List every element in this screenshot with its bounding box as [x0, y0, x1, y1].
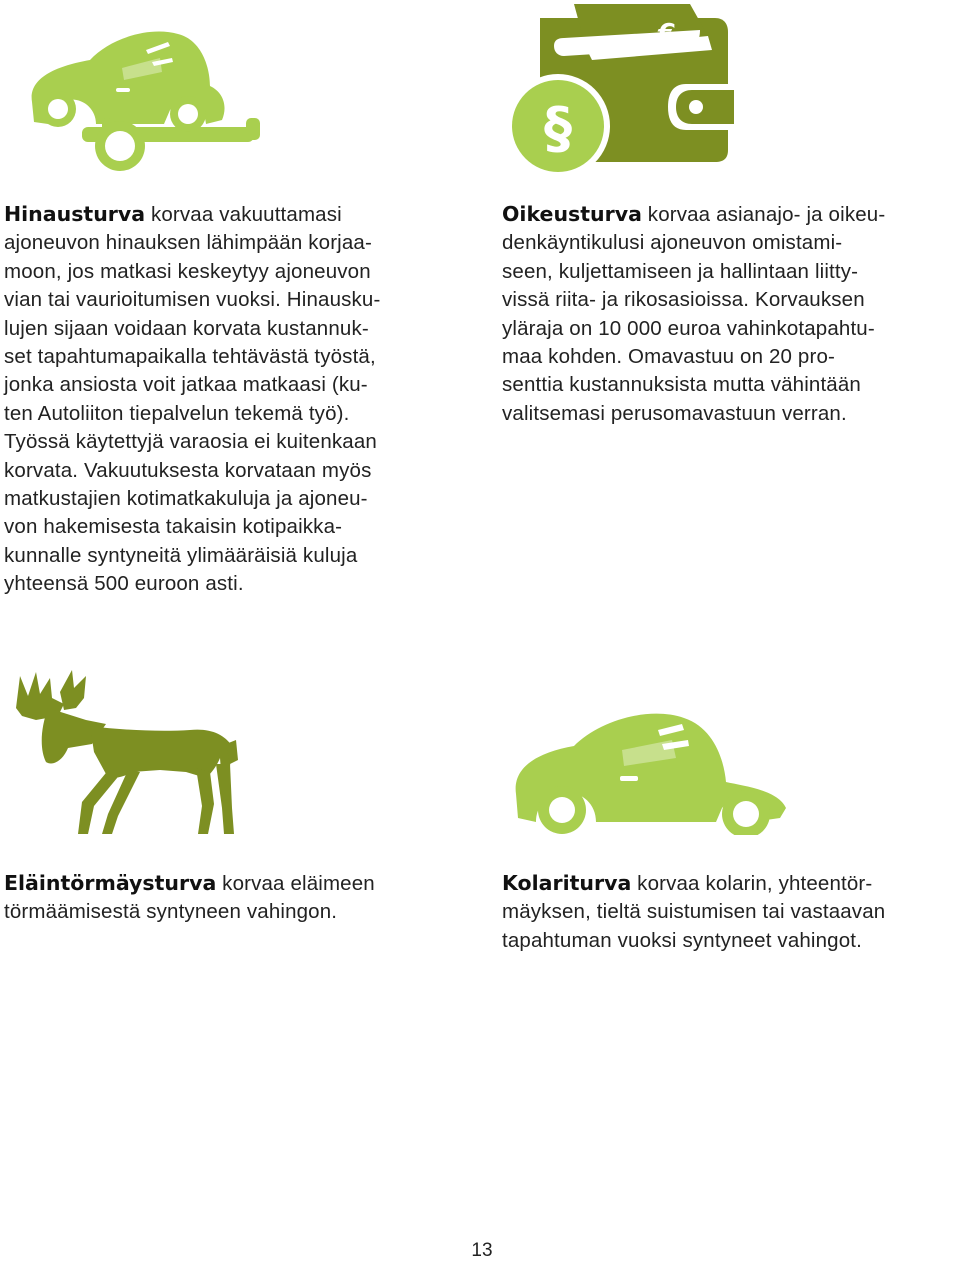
towing-line: jonka ansiosta voit jatkaa matkaasi (ku-	[4, 373, 368, 397]
legal-line: vissä riita- ja rikosasioissa. Korvauksen	[502, 288, 865, 312]
towing-line: ajoneuvon hinauksen lähimpään korjaa-	[4, 231, 372, 255]
towing-line: vian tai vaurioitumisen vuoksi. Hinausku-	[4, 288, 381, 312]
towing-line: Hinausturva korvaa vakuuttamasi	[4, 202, 342, 226]
moose-icon	[10, 668, 240, 840]
animal-line: törmäämisestä syntyneen vahingon.	[4, 900, 338, 924]
wallet-paragraph-icon	[500, 0, 750, 180]
towing-line: yhteensä 500 euroon asti.	[4, 572, 244, 596]
collision-line: tapahtuman vuoksi syntyneet vahingot.	[502, 928, 862, 952]
page-number: 13	[471, 1240, 493, 1261]
towing-line: ten Autoliiton tiepalvelun tekemä työ).	[4, 401, 350, 425]
towing-line: moon, jos matkasi keskeytyy ajoneuvon	[4, 259, 371, 283]
legal-line: denkäyntikulusi ajoneuvon omistami-	[502, 231, 843, 255]
legal-line: maa kohden. Omavastuu on 20 pro-	[502, 345, 835, 369]
towing-line: korvata. Vakuutuksesta korvataan myös	[4, 458, 372, 482]
towing-line: Työssä käytettyjä varaosia ei kuitenkaan	[4, 430, 377, 454]
collision-title: Kolariturva	[502, 871, 632, 895]
towing-line: kunnalle syntyneitä ylimääräisiä kuluja	[4, 543, 358, 567]
svg-text:€: €	[658, 19, 677, 49]
towing-line: set tapahtumapaikalla tehtävästä työstä,	[4, 345, 376, 369]
collision-paragraph	[502, 869, 957, 955]
legal-line: yläraja on 10 000 euroa vahinkotapahtu-	[502, 316, 875, 340]
towing-line: lujen sijaan voidaan korvata kustannuk-	[4, 316, 369, 340]
animal-line: Eläintörmäysturva korvaa eläimeen	[4, 871, 375, 895]
collision-line: mäyksen, tieltä suistumisen tai vastaavan	[502, 900, 886, 924]
animal-title: Eläintörmäysturva	[4, 871, 217, 895]
svg-text:§: §	[544, 96, 572, 161]
animal-paragraph	[4, 869, 464, 927]
legal-paragraph	[502, 200, 957, 428]
towing-line: matkustajien kotimatkakuluja ja ajoneu-	[4, 487, 368, 511]
legal-line: senttia kustannuksista mutta vähintään	[502, 373, 861, 397]
legal-line: Oikeusturva korvaa asianajo- ja oikeu-	[502, 202, 886, 226]
towing-paragraph	[4, 200, 464, 599]
legal-line: valitsemasi perusomavastuun verran.	[502, 401, 847, 425]
towing-car-icon	[10, 10, 280, 175]
car-icon	[510, 700, 790, 835]
collision-line: Kolariturva korvaa kolarin, yhteentör-	[502, 871, 873, 895]
towing-title: Hinausturva	[4, 202, 146, 226]
legal-line: seen, kuljettamiseen ja hallintaan liitty-	[502, 259, 859, 283]
towing-line: von hakemisesta takaisin kotipaikka-	[4, 515, 343, 539]
legal-title: Oikeusturva	[502, 202, 642, 226]
